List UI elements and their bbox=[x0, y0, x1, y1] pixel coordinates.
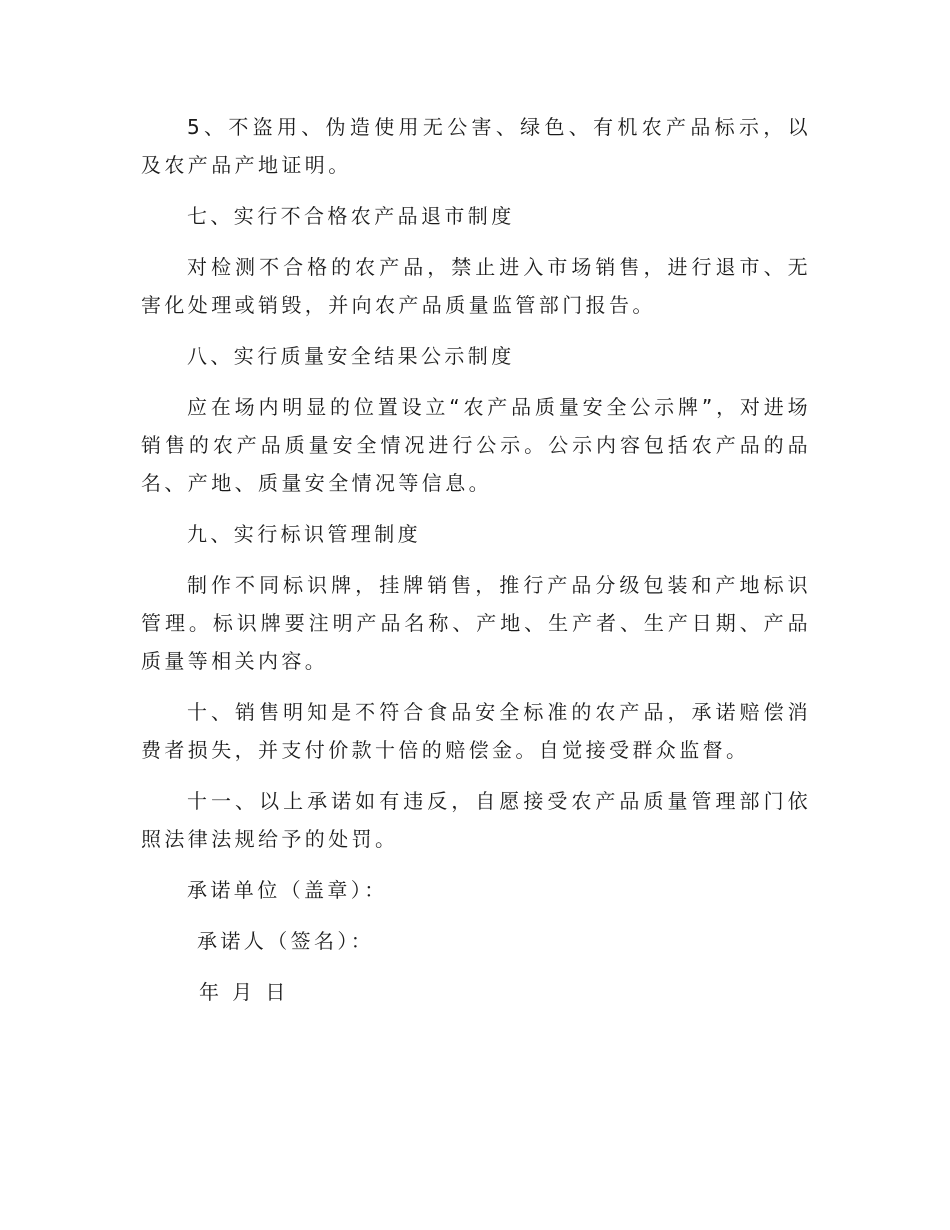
document-body bbox=[141, 108, 811, 1024]
signature-person-label: 承诺人（签名）： bbox=[197, 929, 375, 953]
heading-section-9: 九、实行标识管理制度 bbox=[187, 522, 421, 546]
paragraph-section-8: 应在场内明显的位置设立“农产品质量安全公示牌”，对进场销售的农产品质量安全情况进行公示。公示内容包括农产品的品名、产地、质量安全情况等信息。 bbox=[141, 395, 811, 495]
paragraph-section-7: 对检测不合格的农产品，禁止进入市场销售，进行退市、无害化处理或销毁，并向农产品质量监管部门报告。 bbox=[141, 255, 811, 317]
paragraph-section-11: 十一、以上承诺如有违反，自愿接受农产品质量管理部门依照法律法规给予的处罚。 bbox=[141, 789, 811, 851]
paragraph-clause-5: 5、不盗用、伪造使用无公害、绿色、有机农产品标示，以及农产品产地证明。 bbox=[141, 115, 811, 177]
heading-section-7: 七、实行不合格农产品退市制度 bbox=[187, 204, 515, 228]
paragraph-section-9: 制作不同标识牌，挂牌销售，推行产品分级包装和产地标识管理。标识牌要注明产品名称、产地、生产者、生产日期、产品质量等相关内容。 bbox=[141, 573, 811, 673]
paragraph-section-10: 十、销售明知是不符合食品安全标准的农产品，承诺赔偿消费者损失，并支付价款十倍的赔偿金。自觉接受群众监督。 bbox=[141, 700, 811, 762]
signature-date-label: 年 月 日 bbox=[199, 980, 289, 1004]
signature-unit-label: 承诺单位（盖章）： bbox=[187, 878, 388, 902]
heading-section-8: 八、实行质量安全结果公示制度 bbox=[187, 344, 515, 368]
